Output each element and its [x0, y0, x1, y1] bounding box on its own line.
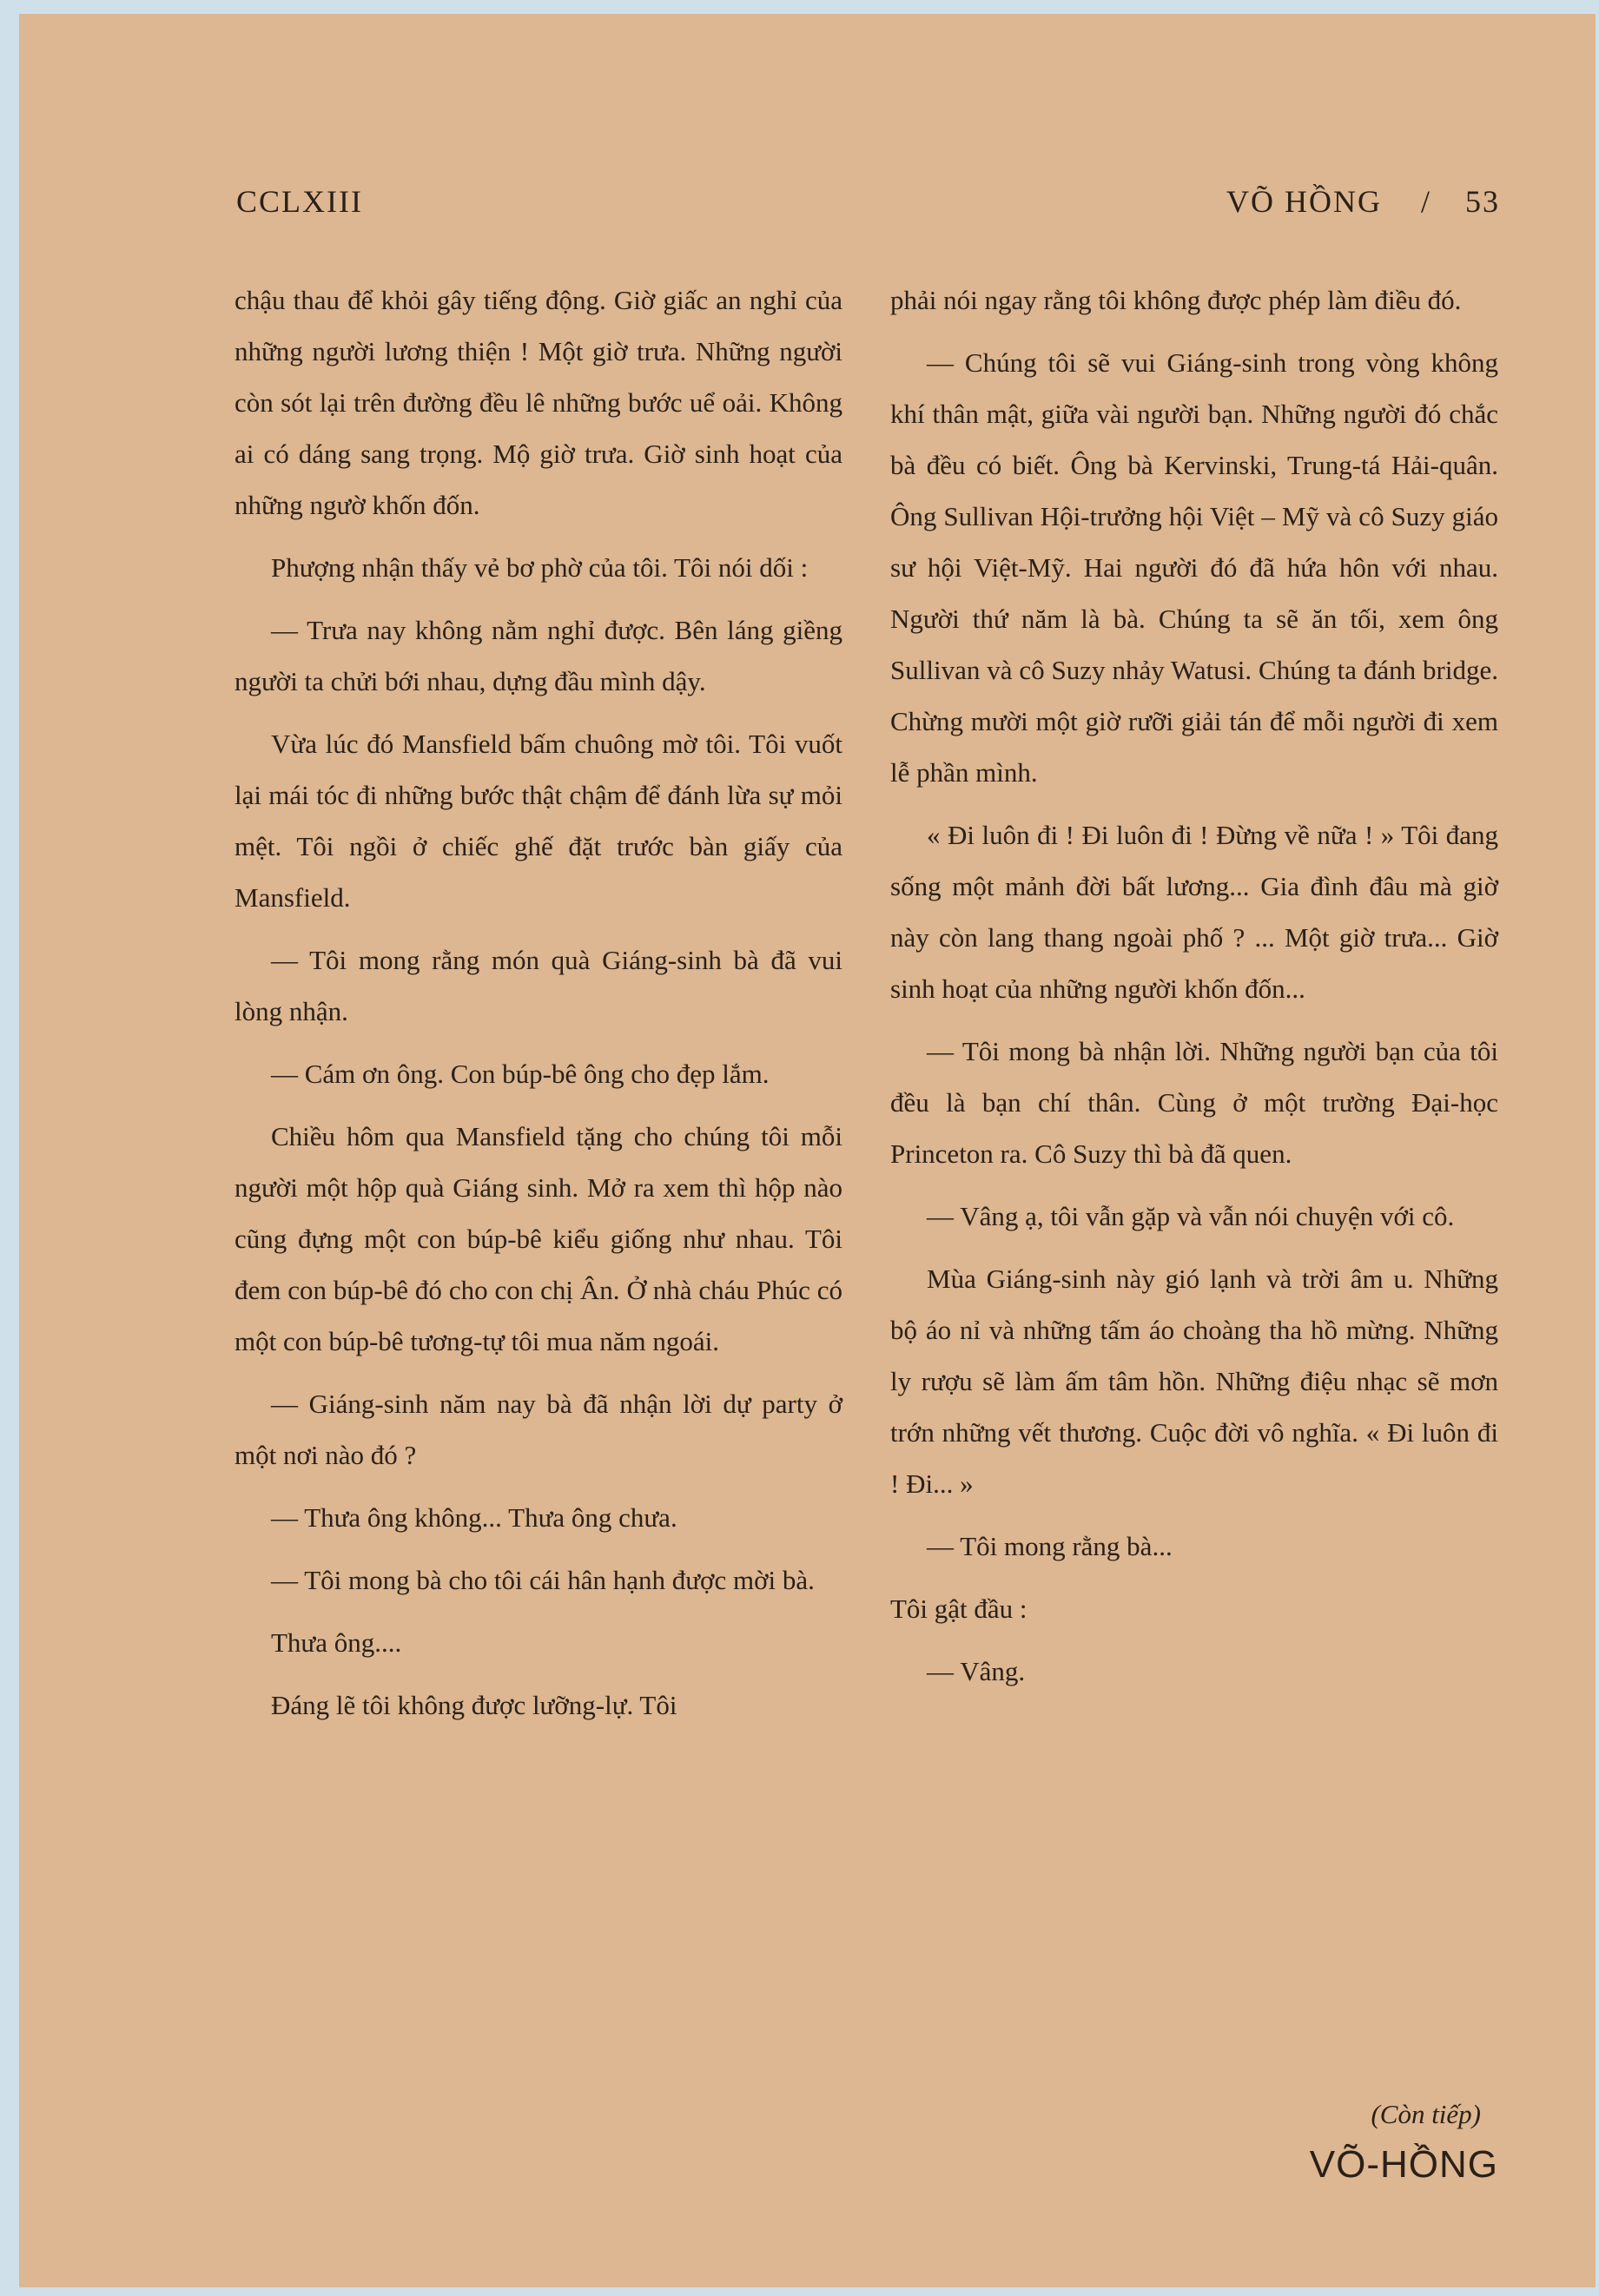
paragraph: — Tôi mong rằng món quà Giáng-sinh bà đã vui lòng nhận.	[235, 945, 842, 1026]
paragraph: — Thưa ông không... Thưa ông chưa.	[271, 1502, 677, 1533]
paragraph: Vừa lúc đó Mansfield bấm chuông mờ tôi. Tôi vuốt lại mái tóc đi những bước thật chậm để đánh lừa sự mỏi mệt. Tôi ngồi ở chiếc ghế đặt trước bàn giấy của Mansfield.	[235, 729, 842, 913]
paragraph: Đáng lẽ tôi không được lưỡng-lự. Tôi	[271, 1690, 677, 1720]
paragraph: — Trưa nay không nằm nghỉ được. Bên láng giềng người ta chửi bới nhau, dựng đầu mình dậy.	[235, 615, 842, 696]
paragraph: — Vâng.	[927, 1656, 1026, 1686]
continued-note: (Còn tiếp)	[1371, 2099, 1481, 2129]
closing-block	[890, 2089, 1498, 2190]
paragraph: Chiều hôm qua Mansfield tặng cho chúng tôi mỗi người một hộp quà Giáng sinh. Mở ra xem thì hộp nào cũng đựng một con búp-bê kiểu giống như nhau. Tôi đem con búp-bê đó cho con chị Ân. Ở nhà cháu Phúc có một con búp-bê tương-tự tôi mua năm ngoái.	[235, 1121, 842, 1356]
paragraph: phải nói ngay rằng tôi không được phép làm điều đó.	[890, 285, 1462, 315]
paragraph: chậu thau để khỏi gây tiếng động. Giờ giấc an nghỉ của những người lương thiện ! Một giờ trưa. Những người còn sót lại trên đường đều lê những bước uể oải. Không ai có dáng sang trọng. Mộ giờ trưa. Giờ sinh hoạt của những ngườ khốn đốn.	[235, 285, 842, 520]
paragraph: Thưa ông....	[271, 1627, 402, 1658]
running-head-author: VÕ HỒNG	[1226, 184, 1382, 219]
paragraph: — Tôi mong rằng bà...	[927, 1531, 1173, 1561]
magazine-page	[19, 14, 1596, 2287]
left-column	[235, 274, 842, 1742]
paragraph: — Tôi mong bà nhận lời. Những người bạn của tôi đều là bạn chí thân. Cùng ở một trường Đại-học Princeton ra. Cô Suzy thì bà đã quen.	[890, 1036, 1498, 1169]
paragraph: Tôi gật đầu :	[890, 1593, 1027, 1624]
right-column	[890, 274, 1498, 1708]
paragraph: — Cám ơn ông. Con búp-bê ông cho đẹp lắm.	[271, 1059, 770, 1089]
page-number: 53	[1465, 184, 1500, 219]
paragraph: — Tôi mong bà cho tôi cái hân hạnh được mời bà.	[271, 1565, 815, 1595]
paragraph: Phượng nhận thấy vẻ bơ phờ của tôi. Tôi nói dối :	[271, 552, 809, 583]
author-signature: VÕ-HỒNG	[1309, 2143, 1498, 2186]
running-head	[1226, 183, 1500, 220]
paragraph: — Chúng tôi sẽ vui Giáng-sinh trong vòng không khí thân mật, giữa vài người bạn. Những người đó chắc bà đều có biết. Ông bà Kervinski, Trung-tá Hải-quân. Ông Sullivan Hội-trưởng hội Việt – Mỹ và cô Suzy giáo sư hội Việt-Mỹ. Hai người đó đã hứa hôn với nhau. Người thứ năm là bà. Chúng ta sẽ ăn tối, xem ông Sullivan và cô Suzy nhảy Watusi. Chúng ta đánh bridge. Chừng mười một giờ rưỡi giải tán để mỗi người đi xem lễ phần mình.	[890, 347, 1498, 788]
paragraph: « Đi luôn đi ! Đi luôn đi ! Đừng về nữa ! » Tôi đang sống một mảnh đời bất lương... Gia đình đâu mà giờ này còn lang thang ngoài phố ? ... Một giờ trưa... Giờ sinh hoạt của những người khốn đốn...	[890, 820, 1498, 1004]
issue-number: CCLXIII	[236, 184, 363, 219]
paragraph: Mùa Giáng-sinh này gió lạnh và trời âm u. Những bộ áo nỉ và những tấm áo choàng tha hồ mừng. Những ly rượu sẽ làm ấm tâm hồn. Những điệu nhạc sẽ mơn trớn những vết thương. Cuộc đời vô nghĩa. « Đi luôn đi ! Đi... »	[890, 1263, 1498, 1499]
paragraph: — Giáng-sinh năm nay bà đã nhận lời dự party ở một nơi nào đó ?	[235, 1389, 842, 1470]
paragraph: — Vâng ạ, tôi vẫn gặp và vẫn nói chuyện với cô.	[927, 1201, 1455, 1231]
running-head-separator: /	[1420, 184, 1431, 219]
